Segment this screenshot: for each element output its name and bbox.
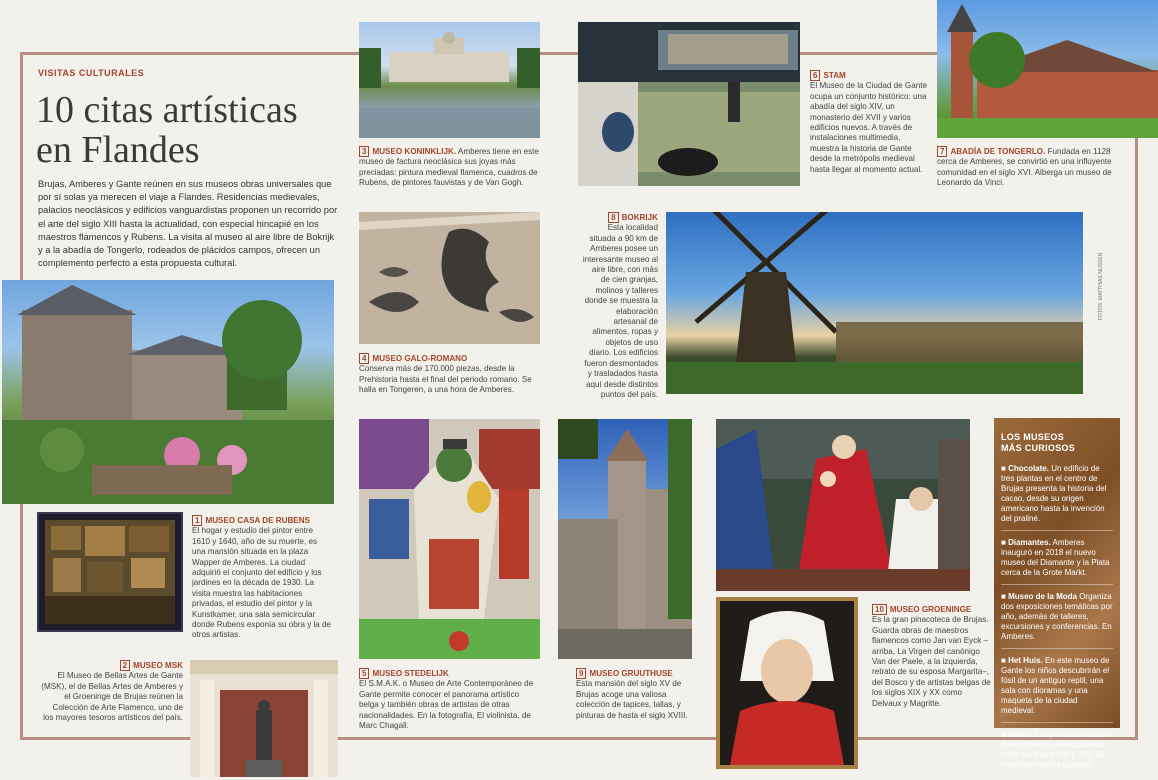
msk-interior-photo: [190, 660, 338, 777]
section-kicker: VISITAS CULTURALES: [38, 68, 145, 78]
entry-stedelijk: [359, 668, 540, 731]
entry-number: 9: [576, 668, 586, 679]
entry-number: 3: [359, 146, 369, 157]
entry-stam: [810, 70, 928, 175]
entry-gruuthuse: [576, 668, 696, 721]
rubens-house-photo: [2, 280, 334, 504]
entry-msk: [40, 660, 183, 723]
intro-paragraph: Brujas, Amberes y Gante reúnen en sus museos obras universales que por sí solas ya merecen el viaje a Flandes. Residencias medievales, palacios neoclásicos y edificios vanguardistas proponen un recorrido por el arte del siglo XIII hasta la actualidad, con especial hincapié en los maestros flamencos y Rubens. La visita al museo al aire libre de Bokrijk y a la abadía de Tongerlo, rodeados de plácidos campos, ofrecen un complemento perfecto a esta propuesta cultural.: [38, 179, 338, 269]
entry-title: MUSEO KONINKLIJK.: [372, 147, 457, 156]
entry-text: El S.M.A.K. o Museo de Arte Contemporáneo de Gante permite conocer el panorama artístico belga y también obras de artistas de otras nacionalidades. En la fotografía, El violinista, de Marc Chagall.: [359, 679, 534, 731]
chagall-violinist-photo: [359, 419, 540, 659]
sidebar-heading-line-1: LOS MUSEOS: [1001, 432, 1065, 442]
entry-number: 2: [120, 660, 130, 671]
curious-museums-sidebar: [994, 418, 1120, 769]
entry-koninklijk: [359, 146, 539, 189]
gallo-roman-mosaic-photo: [359, 212, 540, 344]
sidebar-item: ■ Het Huis. En este museo de Gante los niños descubrirán el fósil de un antiguo reptil, una sala con dioramas y una maqueta de la ciudad medieval.: [1001, 656, 1113, 723]
photo-credit: FOTOS: MATTHIAS NIJSSEN: [1098, 252, 1104, 320]
entry-text: Esta localidad situada a 90 km de Amberes posee un interesante museo al aire libre, con más de cien granjas, molinos y talleres donde se muestra la elaboración artesanal de alimentos, ropas y objetos de uso diario. Los edificios fueron desmontados y trasladados hasta aquí desde distintos puntos del país.: [582, 223, 658, 399]
entry-title: MUSEO STEDELIJK: [372, 669, 449, 678]
entry-text: El hogar y estudio del pintor entre 1610 y 1640, año de su muerte, es una mansión situada en la plaza Wapper de Amberes. La ciudad adquirió el conjunto del edificio y los jardines en la década de 1930. La visita muestra las habitaciones privadas, el estudio del pintor y la Kunstkamer, una sala semicircular donde Rubens exponía su obra y la de otros artistas.: [192, 526, 332, 640]
sidebar-item: ■ Ruien. Los primeros canales de Amberes fueron cubiertos entre los siglos XVI y XIX. Se organizan visitas guiadas.: [1001, 730, 1111, 769]
entry-title: MUSEO GRUUTHUSE: [589, 669, 673, 678]
sidebar-item-text: Organiza dos exposiciones temáticas por año, además de talleres, excursiones y conferencias. En Amberes.: [1001, 592, 1113, 641]
gruuthuse-photo: [558, 419, 692, 659]
sidebar-item-text: Amberes inauguró en 2018 el nuevo museo del Diamante y la Plata cerca de la Grote Markt.: [1001, 538, 1110, 577]
title-line-2: en Flandes: [36, 129, 200, 171]
entry-title: BOKRIJK: [621, 213, 658, 222]
sidebar-heading: [1001, 432, 1113, 454]
entry-number: 7: [937, 146, 947, 157]
entry-groeninge: [872, 604, 992, 709]
entry-text: Es la gran pinacoteca de Brujas. Guarda obras de maestros flamencos como Jan van Eyck –arriba, La Virgen del canónigo Van der Paele, a la izquierda, retrato de su esposa Margarita–, del Bosco y de artistas belgas de los siglos XIX y XX como Delvaux y Magritte.: [872, 615, 991, 708]
sidebar-item-text: En este museo de Gante los niños descubrirán el fósil de un antiguo reptil, una sala con dioramas y una maqueta de la ciudad medieval.: [1001, 656, 1110, 715]
sidebar-item-title: Chocolate.: [1008, 464, 1049, 473]
entry-title: MUSEO CASA DE RUBENS: [205, 516, 310, 525]
sidebar-heading-line-2: MÁS CURIOSOS: [1001, 443, 1076, 453]
entry-galo-romano: [359, 353, 540, 396]
sidebar-item-text: Los primeros canales de Amberes fueron cubiertos entre los siglos XVI y XIX. Se organizan visitas guiadas.: [1001, 730, 1111, 769]
sidebar-item-title: Het Huis.: [1008, 656, 1043, 665]
stam-photo: [578, 22, 800, 186]
entry-text: El Museo de Bellas Artes de Gante (MSK), el de Bellas Artes de Amberes y el Groeninge de Brujas reúnen la Colección de Arte Flamenco, uno de los mayores tesoros artísticos del país.: [41, 671, 183, 723]
sidebar-item-title: Ruien.: [1008, 730, 1033, 739]
entry-title: ABADÍA DE TONGERLO.: [950, 147, 1046, 156]
entry-number: 1: [192, 515, 202, 526]
entry-number: 4: [359, 353, 369, 364]
entry-text: Amberes tiene en este museo de factura neoclásica sus joyas más preciadas: pintura medieval flamenca, cuadros de Rubens, de pintores fauvistas y de Van Gogh.: [359, 147, 539, 188]
van-eyck-madonna-photo: [716, 419, 970, 591]
sidebar-item: ■ Museo de la Moda Organiza dos exposiciones temáticas por año, además de talleres, excursiones y conferencias. En Amberes.: [1001, 592, 1113, 649]
entry-tongerlo: [937, 146, 1117, 189]
entry-rubens: [192, 515, 332, 641]
title-line-1: 10 citas artísticas: [36, 89, 298, 131]
kunstkamer-painting: [37, 512, 183, 632]
sidebar-item-title: Museo de la Moda: [1008, 592, 1077, 601]
sidebar-item: ■ Diamantes. Amberes inauguró en 2018 el nuevo museo del Diamante y la Plata cerca de la Grote Markt.: [1001, 538, 1113, 585]
entry-number: 5: [359, 668, 369, 679]
entry-text: Esta mansión del siglo XV de Brujas acoge una valiosa colección de tapices, tallas, y pinturas de hasta el siglo XVIII.: [576, 679, 688, 720]
entry-title: STAM: [823, 71, 846, 80]
koninklijk-photo: [359, 22, 540, 138]
sidebar-item-title: Diamantes.: [1008, 538, 1051, 547]
bokrijk-windmill-photo: [666, 212, 1083, 394]
entry-text: Conserva más de 170.000 piezas, desde la Prehistoria hasta el final del periodo romano. Se halla en Tongeren, a una hora de Amberes.: [359, 364, 532, 395]
tongerlo-abbey-photo: [937, 0, 1158, 138]
entry-title: MUSEO MSK: [133, 661, 183, 670]
entry-number: 6: [810, 70, 820, 81]
entry-text: Fundada en 1128 cerca de Amberes, se convirtió en una influyente comunidad en el siglo XVI. Alberga un museo de Leonardo da Vinci.: [937, 147, 1112, 188]
sidebar-item: ■ Chocolate. Un edificio de tres plantas en el centro de Brujas presenta la historia del cacao, desde su origen americano hasta la invención del praliné.: [1001, 464, 1113, 531]
margareta-van-eyck-portrait: [716, 597, 858, 769]
entry-number: 10: [872, 604, 887, 615]
entry-text: El Museo de la Ciudad de Gante ocupa un conjunto histórico: una abadía del siglo XIV, un monasterio del XVII y varios edificios nuevos. A través de instalaciones multimedia, muestra la historia de Gante desde la metrópolis medieval hasta llegar al momento actual.: [810, 81, 927, 174]
sidebar-item-text: Un edificio de tres plantas en el centro de Brujas presenta la historia del cacao, desde su origen americano hasta la invención del praliné.: [1001, 464, 1107, 523]
page-title: [36, 90, 298, 170]
entry-title: MUSEO GROENINGE: [889, 605, 972, 614]
entry-number: 8: [608, 212, 618, 223]
entry-title: MUSEO GALO-ROMANO: [372, 354, 468, 363]
entry-bokrijk: [582, 212, 658, 400]
